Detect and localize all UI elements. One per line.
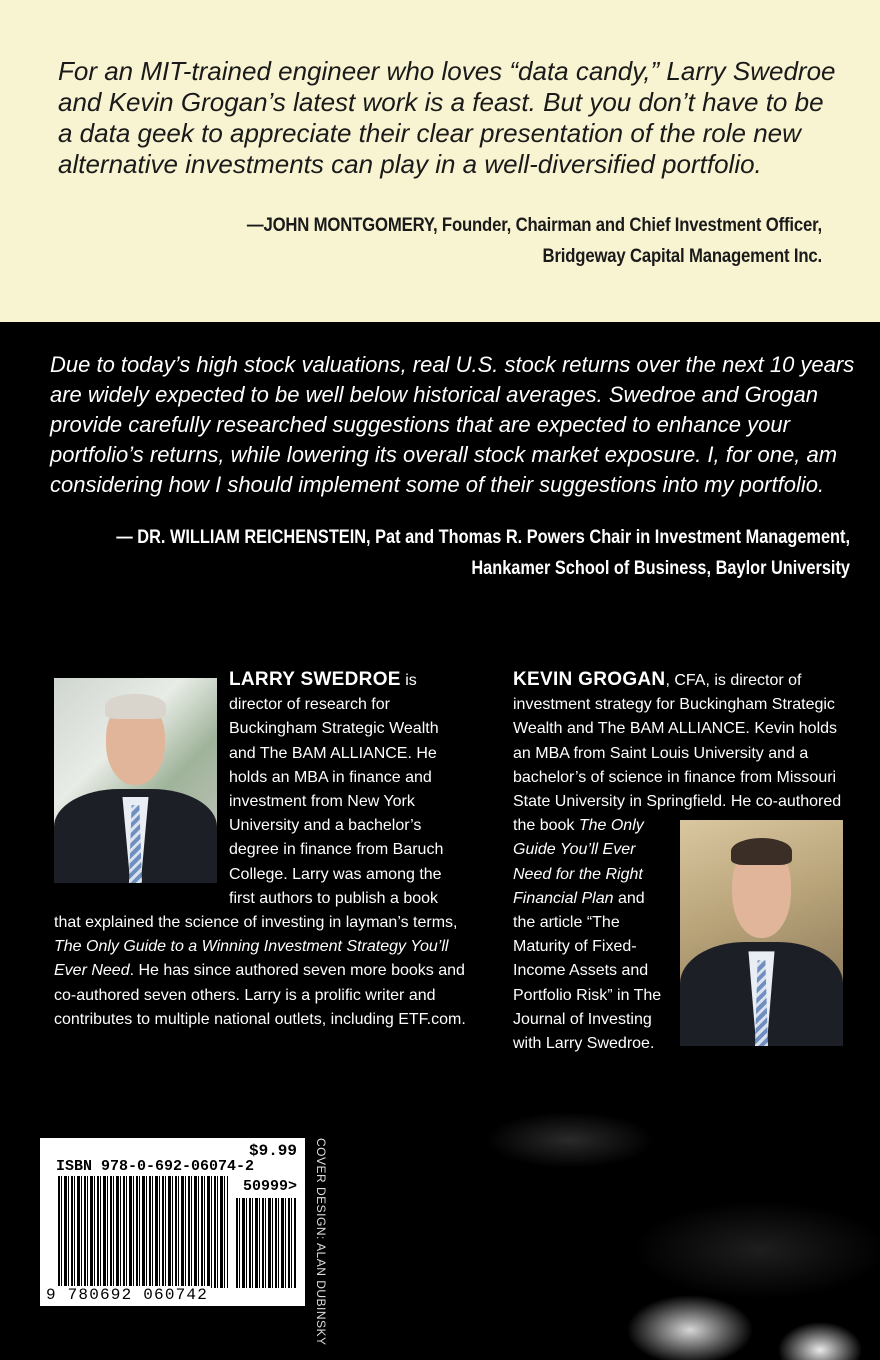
author-name: LARRY SWEDROE [229,669,401,690]
book-title: The Only Guide You’ll Ever Need for the Right Financial Plan [513,817,644,907]
price-label: $9.99 [248,1142,297,1160]
feather-background-image [430,1100,880,1360]
bio-text: and the article “The Maturity of Fixed-Income Assets and Portfolio Risk” in The Journal of Investing with Larry Swedroe. [513,889,662,1053]
attribution-line: Hankamer School of Business, Baylor University [471,558,850,579]
author-bio-larry [54,668,468,1032]
attribution-line: Bridgeway Capital Management Inc. [542,246,822,267]
endorsement-quote-montgomery: For an MIT-trained engineer who loves “data candy,” Larry Swedroe and Kevin Grogan’s latest work is a feast. But you don’t have to be a data geek to appreciate their clear presentation of the role new alternative investments can play in a well-diversified portfolio. [58,56,836,179]
isbn-label: ISBN 978-0-692-06074-2 [56,1158,255,1175]
isbn-barcode [40,1138,305,1306]
barcode-addon-number: 50999> [242,1178,297,1195]
attribution-line: —JOHN MONTGOMERY, Founder, Chairman and Chief Investment Officer, [246,215,822,236]
ean-number: 9 780692 060742 [46,1286,209,1304]
cover-design-credit: COVER DESIGN: ALAN DUBINSKY [314,1138,328,1346]
attribution-line: — DR. WILLIAM REICHENSTEIN, Pat and Thomas R. Powers Chair in Investment Management, [116,527,851,548]
bio-text: . He has since authored seven more books and co-authored seven others. Larry is a prolific writer and contributes to multiple national outlets, including ETF.com. [54,962,466,1028]
author-photo-kevin [680,820,843,1046]
book-title: The Only Guide to a Winning Investment Strategy You’ll Ever Need [54,938,449,980]
author-bio-kevin [513,668,843,1056]
barcode-addon-bars [236,1198,296,1288]
endorsement-panel [0,0,880,322]
bio-text: , CFA, is director of investment strategy for Buckingham Strategic Wealth and The BAM ALLIANCE. Kevin holds an MBA from Saint Louis University and a bachelor’s of science in finance from Missouri State University in Springfield. He co-authored the book [513,672,842,835]
endorsement-quote-reichenstein: Due to today’s high stock valuations, real U.S. stock returns over the next 10 years are widely expected to be well below historical averages. Swedroe and Grogan provide carefully researched suggestions that are expected to enhance your portfolio’s returns, while lowering its overall stock market exposure. I, for one, am considering how I should implement some of their suggestions into my portfolio. [50,352,855,497]
bio-text: is director of research for Buckingham Strategic Wealth and The BAM ALLIANCE. He holds an MBA in finance and investment from New York University and a bachelor’s degree in finance from Baruch College. Larry was among the first authors to publish a book that explained the science of investing in layman’s terms, [54,672,458,932]
endorsement-attribution-montgomery [206,210,822,272]
barcode-bars [58,1176,228,1288]
endorsement-attribution-reichenstein [93,522,850,584]
author-photo-larry [54,678,217,883]
author-name: KEVIN GROGAN [513,669,666,690]
